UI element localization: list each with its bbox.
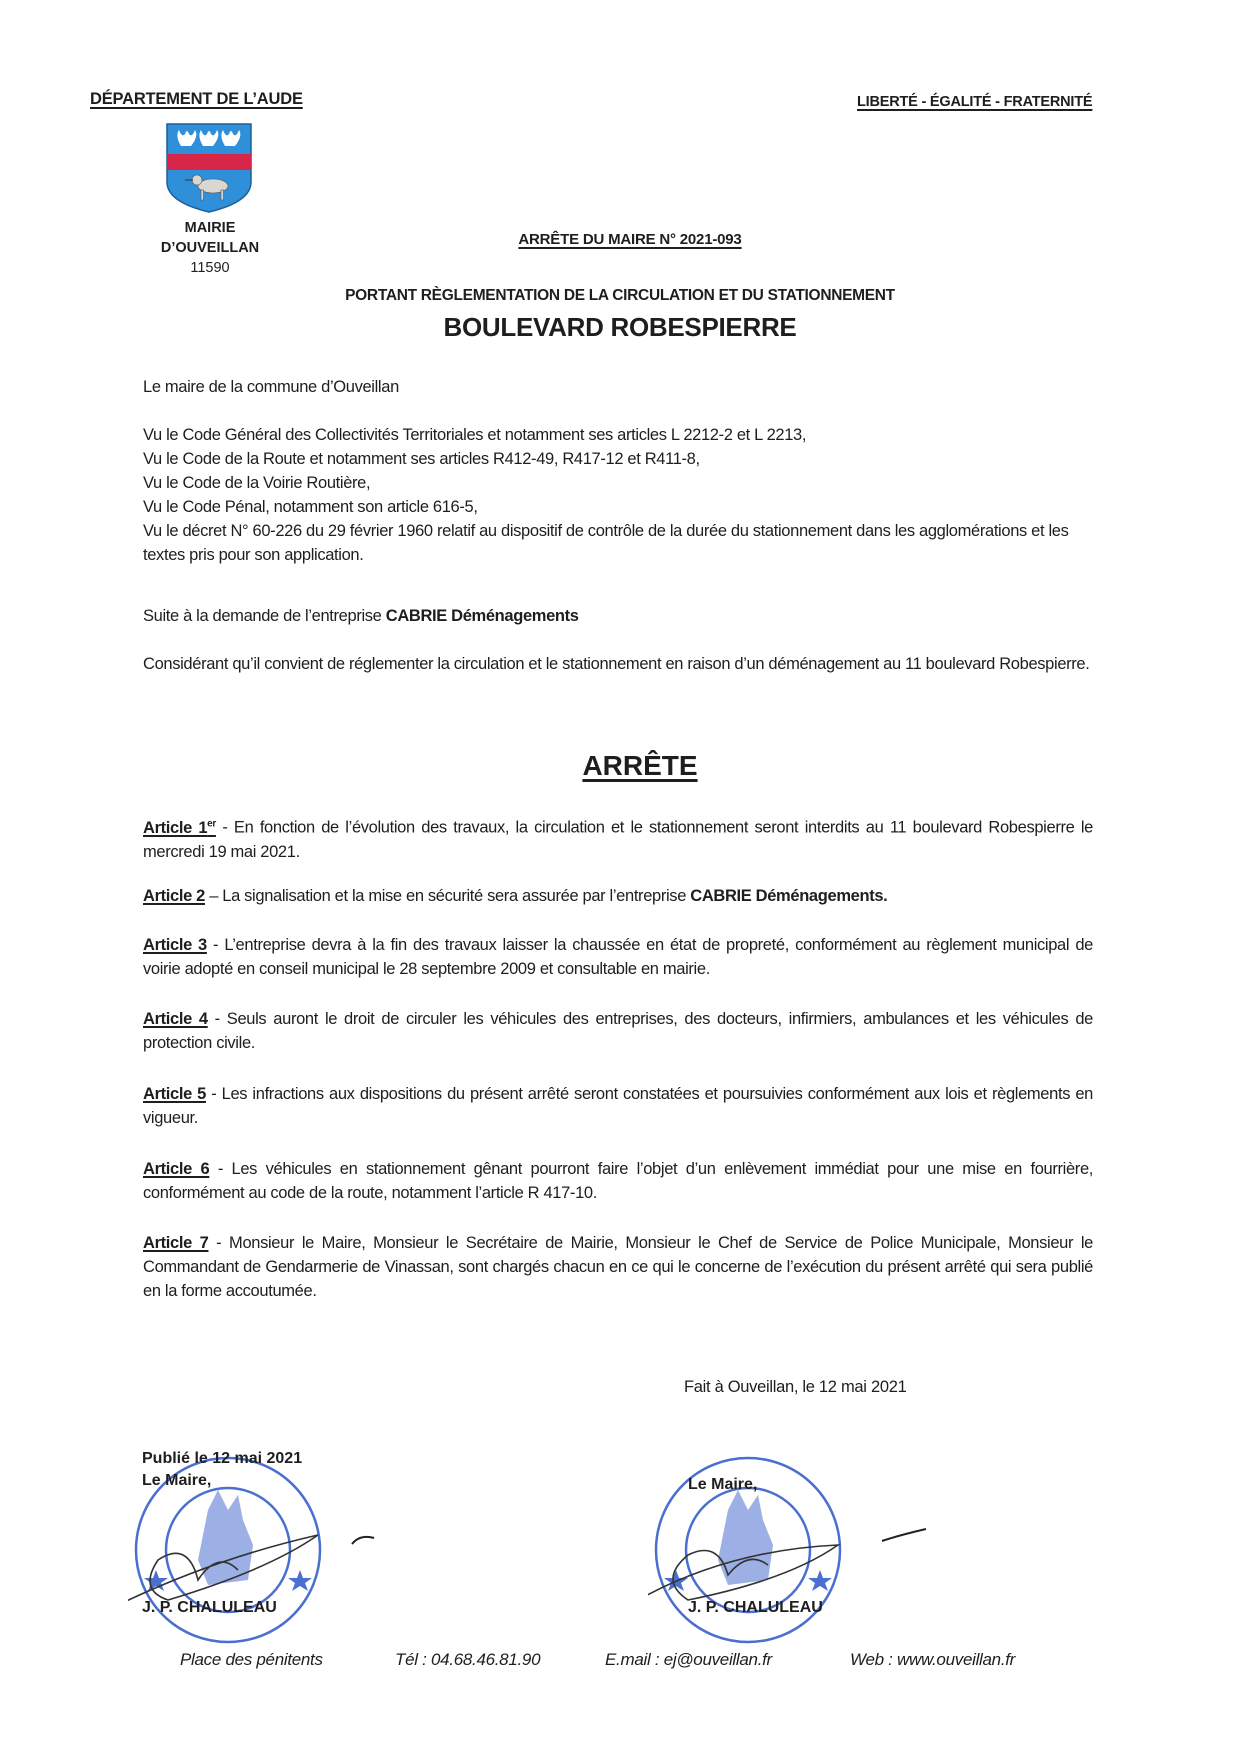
article-label: Article 2 <box>143 887 205 905</box>
article-3: Article 3 - L’entreprise devra à la fin des travaux laisser la chaussée en état de propreté, conformément au règlement municipal de voirie adopté en conseil municipal le 28 septembre 2009 et consultable en mairie. <box>143 936 1093 978</box>
request-prefix: Suite à la demande de l’entreprise <box>143 607 386 625</box>
footer-email[interactable]: E.mail : ej@ouveillan.fr <box>605 1650 772 1669</box>
signer-role: Le Maire, <box>688 1476 758 1493</box>
vu-item: Vu le Code Général des Collectivités Territoriales et notamment ses articles L 2212-2 et L 2213, <box>143 426 807 444</box>
left-signature-block <box>142 1448 302 1492</box>
vu-item: Vu le Code de la Voirie Routière, <box>143 474 371 492</box>
article-7: Article 7 - Monsieur le Maire, Monsieur le Secrétaire de Mairie, Monsieur le Chef de Service de Police Municipale, Monsieur le Commandant de Gendarmerie de Vinassan, sont chargés chacun en ce qui le concerne de l’exécution du présent arrêté qui sera publié en la forme accoutumée. <box>143 1234 1093 1300</box>
republic-motto: LIBERTÉ - ÉGALITÉ - FRATERNITÉ <box>857 94 1093 110</box>
article-4: Article 4 - Seuls auront le droit de circuler les véhicules des entreprises, des docteurs, infirmiers, ambulances et les véhicules de protection civile. <box>143 1010 1093 1052</box>
article-label: Article 5 <box>143 1085 206 1103</box>
article-text: Monsieur le Maire, Monsieur le Secrétaire de Mairie, Monsieur le Chef de Service de Police Municipale, Monsieur le Commandant de Gendarmerie de Vinassan, sont chargés chacun en ce qui le concerne de l’exécution du présent arrêté qui sera publié en la forme accoutumée. <box>143 1234 1093 1300</box>
article-text: Seuls auront le droit de circuler les véhicules des entreprises, des docteurs, infirmiers, ambulances et les véhicules de protection civile. <box>143 1010 1093 1052</box>
article-5: Article 5 - Les infractions aux dispositions du présent arrêté seront constatées et poursuivies conformément aux lois et règlements en vigueur. <box>143 1085 1093 1127</box>
postal-code: 11590 <box>190 260 230 276</box>
arrete-number: ARRÊTE DU MAIRE N° 2021-093 <box>518 231 742 248</box>
street-title: BOULEVARD ROBESPIERRE <box>443 312 797 342</box>
footer-web[interactable]: Web : www.ouveillan.fr <box>850 1650 1016 1669</box>
commune-name: D’OUVEILLAN <box>160 240 260 256</box>
footer-contact <box>180 1650 1080 1670</box>
footer-phone: Tél : 04.68.46.81.90 <box>395 1650 541 1669</box>
signature-flourish-icon <box>350 1530 380 1550</box>
signer-name: J. P. CHALULEAU <box>688 1599 823 1616</box>
article-text: Les véhicules en stationnement gênant pourront faire l’objet d’un enlèvement immédiat pour une mise en fourrière, conformément au code de la route, notamment l’article R 417-10. <box>143 1160 1093 1202</box>
article-text: En fonction de l’évolution des travaux, la circulation et le stationnement seront interdits au 11 boulevard Robespierre le mercredi 19 mai 2021. <box>143 818 1093 861</box>
article-label: Article 1er <box>143 818 216 837</box>
considering-paragraph: Considérant qu’il convient de réglementer la circulation et le stationnement en raison d’un déménagement au 11 boulevard Robespierre. <box>143 655 1090 673</box>
article-1: Article 1er - En fonction de l’évolution des travaux, la circulation et le stationnement seront interdits au 11 boulevard Robespierre le mercredi 19 mai 2021. <box>143 818 1093 861</box>
article-text: La signalisation et la mise en sécurité sera assurée par l’entreprise <box>222 887 691 905</box>
vu-list <box>143 423 1093 567</box>
mairie-block <box>140 218 280 278</box>
mairie-label: MAIRIE <box>184 220 236 236</box>
article-2: Article 2 – La signalisation et la mise en sécurité sera assurée par l’entreprise CABRIE Déménagements. <box>143 887 888 905</box>
signature-flourish-icon <box>880 1525 930 1545</box>
company-name: CABRIE Déménagements <box>385 607 579 625</box>
article-label: Article 6 <box>143 1160 210 1178</box>
article-6: Article 6 - Les véhicules en stationnement gênant pourront faire l’objet d’un enlèvement immédiat pour une mise en fourrière, conformément au code de la route, notamment l’article R 417-10. <box>143 1160 1093 1202</box>
article-label: Article 3 <box>143 936 207 954</box>
vu-item: Vu le décret N° 60-226 du 29 février 1960 relatif au dispositif de contrôle de la durée du stationnement dans les agglomérations et les textes pris pour son application. <box>143 522 1069 564</box>
article-label: Article 7 <box>143 1234 209 1252</box>
published-date: Publié le 12 mai 2021 <box>142 1450 303 1467</box>
signer-role: Le Maire, <box>142 1472 212 1489</box>
article-text: Les infractions aux dispositions du présent arrêté seront constatées et poursuivies conformément aux lois et règlements en vigueur. <box>143 1085 1093 1127</box>
article-text: L’entreprise devra à la fin des travaux laisser la chaussée en état de propreté, conformément au règlement municipal de voirie adopté en conseil municipal le 28 septembre 2009 et consultable en mairie. <box>143 936 1093 978</box>
preamble-intro: Le maire de la commune d’Ouveillan <box>143 378 399 396</box>
footer-address: Place des pénitents <box>180 1650 323 1669</box>
department-label: DÉPARTEMENT DE L’AUDE <box>90 90 303 108</box>
place-date: Fait à Ouveillan, le 12 mai 2021 <box>684 1378 907 1396</box>
company-name: CABRIE Déménagements. <box>690 887 888 905</box>
arrete-subject: PORTANT RÈGLEMENTATION DE LA CIRCULATION ET DU STATIONNEMENT <box>345 287 895 304</box>
signer-name: J. P. CHALULEAU <box>142 1599 277 1616</box>
coat-of-arms-icon <box>163 122 255 214</box>
vu-item: Vu le Code Pénal, notamment son article 616-5, <box>143 498 478 516</box>
vu-item: Vu le Code de la Route et notamment ses articles R412-49, R417-12 et R411-8, <box>143 450 700 468</box>
request-line <box>143 604 1093 628</box>
decision-heading: ARRÊTE <box>582 750 698 781</box>
article-label: Article 4 <box>143 1010 208 1028</box>
